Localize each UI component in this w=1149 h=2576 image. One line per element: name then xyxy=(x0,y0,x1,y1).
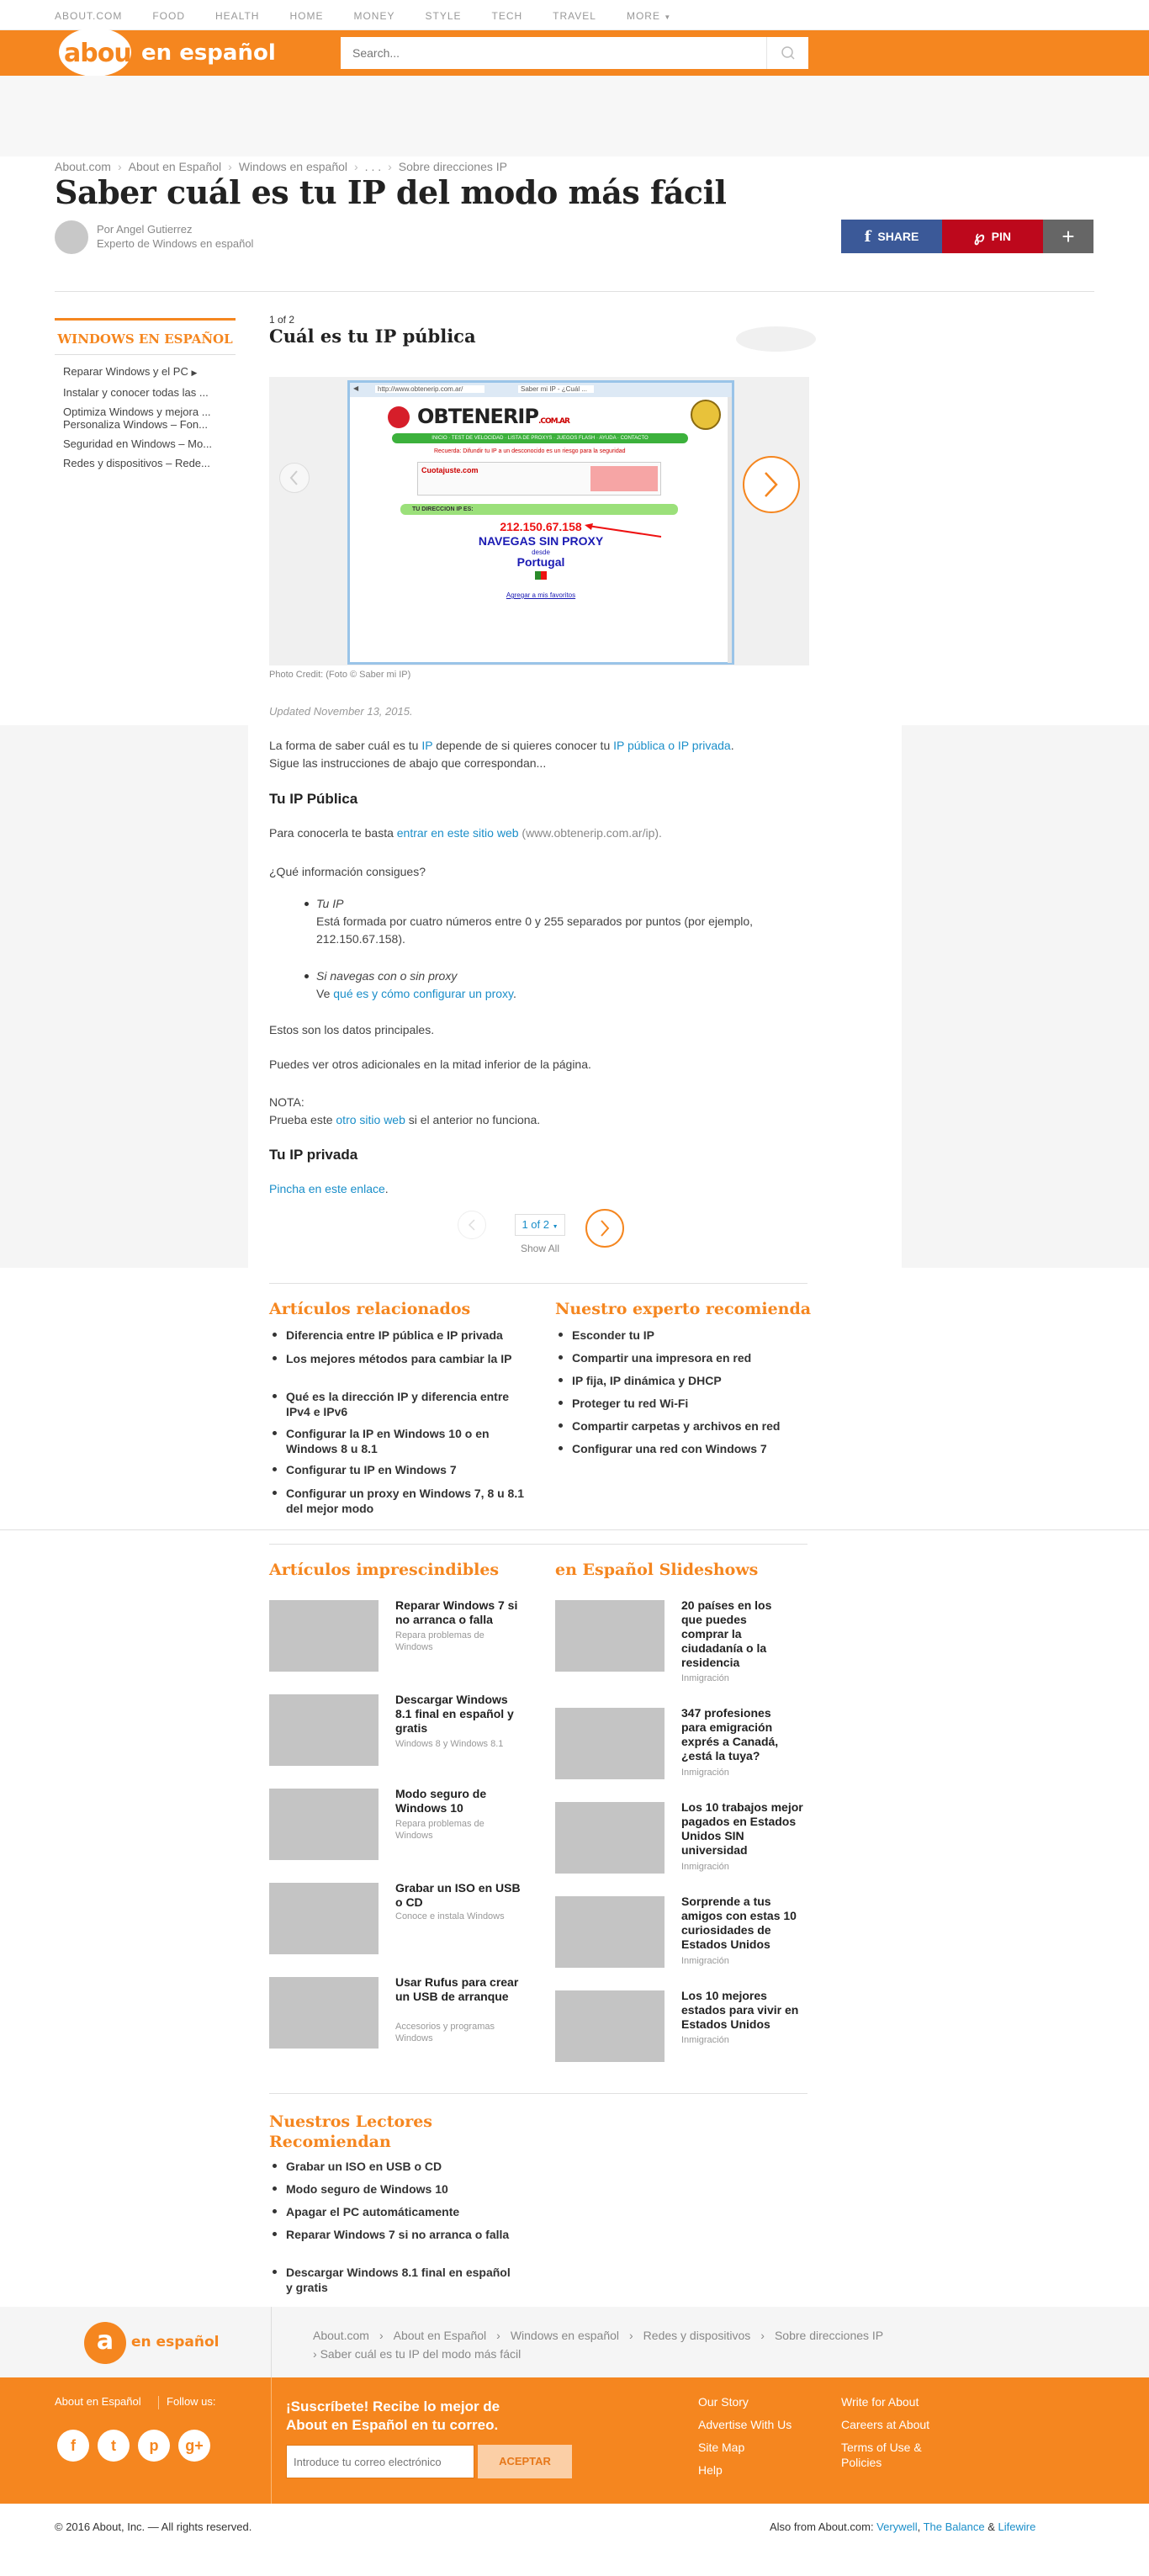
footer-breadcrumb xyxy=(313,2329,883,2342)
updated-date: Updated November 13, 2015. xyxy=(269,705,413,718)
footer-breadcrumb-current xyxy=(313,2347,521,2361)
twitter-icon[interactable]: t xyxy=(98,2430,130,2462)
breadcrumb-item[interactable]: About en Español xyxy=(393,2329,487,2342)
divider xyxy=(271,2377,272,2504)
site-brand-name: OBTENERIP xyxy=(417,405,538,428)
bullet xyxy=(304,971,315,981)
card-title[interactable]: Descargar Windows 8.1 final en español y gratis xyxy=(395,1693,514,1735)
bullet-title: Tu IP xyxy=(316,897,344,910)
main-data-text: Estos son los datos principales. xyxy=(269,1023,435,1036)
card-subtitle: Accesorios y programas Windows xyxy=(395,2022,495,2043)
card-subtitle: Windows 8 y Windows 8.1 xyxy=(395,1739,504,1749)
private-ip-link[interactable]: Pincha en este enlace xyxy=(269,1182,385,1195)
related-item[interactable]: Los mejores métodos para cambiar la IP xyxy=(286,1351,530,1366)
note-paragraph xyxy=(269,1094,807,1129)
chevron-right-icon: › xyxy=(760,2329,765,2342)
site-brand xyxy=(417,405,569,428)
photo-credit: Photo Credit: (Foto © Saber mi IP) xyxy=(269,670,411,680)
balance-link[interactable]: The Balance xyxy=(923,2520,985,2533)
sidebar-item-label: Reparar Windows y el PC xyxy=(63,365,188,378)
card-title[interactable]: 20 países en los que puedes comprar la ciudadanía o la residencia xyxy=(681,1598,772,1669)
related-item[interactable]: Diferencia entre IP pública e IP privada xyxy=(286,1328,538,1343)
sidebar-item-instalar[interactable]: Instalar y conocer todas las ... xyxy=(63,386,209,399)
site-proxy-status: NAVEGAS SIN PROXY xyxy=(478,534,604,548)
card-title[interactable]: 347 profesiones para emigración exprés a Canadá, ¿está la tuya? xyxy=(681,1706,779,1762)
ip-link[interactable]: IP xyxy=(421,739,433,752)
accept-button[interactable]: ACEPTAR xyxy=(478,2445,572,2478)
site-ip-value: 212.150.67.158 xyxy=(500,520,582,533)
decorative-blob xyxy=(736,326,816,352)
related-item[interactable]: Configurar tu IP en Windows 7 xyxy=(286,1462,530,1477)
site-ad-label: Cuotajuste.com xyxy=(421,466,479,474)
click-paragraph xyxy=(269,1180,807,1198)
card-title[interactable]: Los 10 mejores estados para vivir en Estados Unidos xyxy=(681,1989,799,2031)
know-text: Para conocerla te basta xyxy=(269,826,397,840)
thumbnail[interactable] xyxy=(269,1694,379,1766)
expert-item[interactable]: Proteger tu red Wi-Fi xyxy=(572,1396,816,1411)
sidebar-item-personaliza[interactable]: Personaliza Windows – Fon... xyxy=(63,418,208,431)
card-subtitle: Conoce e instala Windows xyxy=(395,1911,505,1921)
scrollbar xyxy=(728,397,732,663)
author-role: Experto de Windows en español xyxy=(97,237,254,250)
pager-next-button[interactable] xyxy=(585,1209,624,1248)
google-plus-icon[interactable]: g+ xyxy=(178,2430,210,2462)
also-from xyxy=(770,2520,1035,2533)
site-note: Recuerda: Difundir tu IP a un desconocido es un riesgo para la seguridad xyxy=(434,448,626,454)
band-right xyxy=(902,725,1149,1268)
chevron-right-icon: › xyxy=(388,160,392,173)
expert-item[interactable]: Esconder tu IP xyxy=(572,1328,816,1343)
page-title: Saber cuál es tu IP del modo más fácil xyxy=(55,173,727,211)
subscribe-heading xyxy=(286,2398,500,2435)
expert-item[interactable]: Compartir carpetas y archivos en red xyxy=(572,1418,816,1434)
section-heading-private: Tu IP privada xyxy=(269,1147,358,1163)
band-left xyxy=(0,725,248,1268)
card-subtitle: Repara problemas de Windows xyxy=(395,1630,484,1652)
related-title: Artículos relacionados xyxy=(269,1300,471,1318)
footer-link[interactable]: Careers at About xyxy=(841,2418,930,2431)
intro-text: depende de si quieres conocer tu xyxy=(432,739,614,752)
site-favorites-link: Agregar a mis favoritos xyxy=(506,591,576,599)
question-text: ¿Qué información consigues? xyxy=(269,865,426,878)
divider xyxy=(269,2093,807,2094)
verywell-link[interactable]: Verywell xyxy=(876,2520,918,2533)
intro-text: Sigue las instrucciones de abajo que correspondan... xyxy=(269,756,547,770)
facebook-share-button[interactable] xyxy=(841,220,942,253)
sidebar-heading[interactable]: WINDOWS EN ESPAÑOL xyxy=(55,321,236,355)
card-subtitle: Inmigración xyxy=(681,1862,729,1872)
pager xyxy=(454,1209,631,1255)
pinterest-icon: ℘ xyxy=(974,227,985,246)
expert-title: Nuestro experto recomienda xyxy=(555,1300,812,1318)
know-url: (www.obtenerip.com.ar/ip). xyxy=(518,826,662,840)
breadcrumb-item[interactable]: Windows en español xyxy=(238,160,347,173)
chevron-left-icon xyxy=(289,469,300,486)
readers-item[interactable]: Modo seguro de Windows 10 xyxy=(286,2181,530,2197)
sep: & xyxy=(984,2520,998,2533)
lifewire-link[interactable]: Lifewire xyxy=(998,2520,1036,2533)
divider xyxy=(269,1283,807,1284)
smiley-icon xyxy=(691,400,721,430)
divider xyxy=(55,291,1094,292)
more-share-button[interactable] xyxy=(1043,220,1093,253)
related-item[interactable]: Qué es la dirección IP y diferencia entre IPv4 e IPv6 xyxy=(286,1389,513,1419)
divider xyxy=(158,2396,159,2409)
card-title[interactable]: Modo seguro de Windows 10 xyxy=(395,1787,487,1815)
footer-main xyxy=(0,2377,1149,2504)
note-text: si el anterior no funciona. xyxy=(405,1113,541,1126)
breadcrumb-item[interactable]: Sobre direcciones IP xyxy=(774,2329,884,2342)
bullet-proxy xyxy=(316,967,821,1003)
copyright: © 2016 About, Inc. — All rights reserved. xyxy=(55,2520,252,2533)
site-menu: INICIO · TEST DE VELOCIDAD · LISTA DE PROXYS · JUEGOS FLASH · AYUDA · CONTACTO xyxy=(392,433,688,443)
related-item[interactable]: Configurar un proxy en Windows 7, 8 u 8.1 del mejor modo xyxy=(286,1486,530,1516)
thumbnail[interactable] xyxy=(555,1600,665,1672)
pager-select[interactable] xyxy=(515,1214,565,1236)
search-button[interactable] xyxy=(766,37,808,69)
thumbnail[interactable] xyxy=(555,1708,665,1779)
expert-item[interactable]: Compartir una impresora en red xyxy=(572,1350,816,1365)
thumbnail[interactable] xyxy=(269,1600,379,1672)
avatar[interactable] xyxy=(55,220,88,254)
share-label: SHARE xyxy=(877,230,919,243)
breadcrumb-item[interactable]: Windows en español xyxy=(510,2329,619,2342)
thumbnail[interactable] xyxy=(555,1802,665,1874)
footer-link-terms[interactable] xyxy=(841,2440,922,2470)
readers-item[interactable]: Descargar Windows 8.1 final en español y gratis xyxy=(286,2265,513,2295)
chevron-right-icon: › xyxy=(354,160,358,173)
click-dot: . xyxy=(384,1182,389,1195)
card-title[interactable]: Los 10 trabajos mejor pagados en Estados Unidos SIN universidad xyxy=(681,1800,803,1857)
sidebar-item-reparar[interactable] xyxy=(55,362,236,383)
breadcrumb-ellipsis[interactable]: . . . xyxy=(364,160,382,173)
plus-icon: + xyxy=(1062,223,1075,249)
prev-slide-button[interactable] xyxy=(279,463,310,493)
browser-tab: Saber mi IP - ¿Cuál ... xyxy=(518,385,594,393)
readers-item[interactable]: Reparar Windows 7 si no arranca o falla xyxy=(286,2227,513,2242)
search-icon xyxy=(767,37,809,69)
chevron-right-icon xyxy=(762,470,781,499)
slide-counter: 1 of 2 xyxy=(269,314,295,326)
share-bar xyxy=(841,220,1093,253)
search-input[interactable] xyxy=(341,37,761,69)
footer-legal xyxy=(0,2504,1149,2576)
site-ad-promo xyxy=(590,466,658,491)
nav-more[interactable] xyxy=(627,10,671,22)
chevron-left-icon xyxy=(467,1218,477,1232)
next-slide-button[interactable] xyxy=(743,456,800,513)
other-site-link[interactable]: otro sitio web xyxy=(336,1113,405,1126)
portugal-flag-icon xyxy=(535,571,547,580)
note-text: Prueba este xyxy=(269,1113,336,1126)
logo-en-espanol[interactable]: en español xyxy=(141,40,276,66)
more-data-text: Puedes ver otros adicionales en la mitad inferior de la página. xyxy=(269,1057,591,1071)
subscribe-line2: About en Español en tu correo. xyxy=(286,2417,499,2433)
follow-label: Follow us: xyxy=(167,2395,216,2408)
obtenerip-link[interactable]: entrar en este sitio web xyxy=(396,826,519,840)
intro-text: . xyxy=(730,739,734,752)
breadcrumb xyxy=(55,160,507,173)
thumbnail[interactable] xyxy=(269,1977,379,2049)
top-nav xyxy=(0,0,1149,30)
card-title[interactable]: Grabar un ISO en USB o CD xyxy=(395,1881,521,1909)
pinterest-icon[interactable]: p xyxy=(138,2430,170,2462)
essentials-title: Artículos imprescindibles xyxy=(269,1561,500,1579)
footer-link[interactable]: Advertise With Us xyxy=(698,2418,792,2431)
caret-down-icon: ▼ xyxy=(664,13,672,21)
chevron-right-icon: › xyxy=(228,160,232,173)
footer-logo-a[interactable]: a xyxy=(84,2322,126,2364)
bullet-text: . xyxy=(513,987,516,1000)
also-from-label: Also from About.com: xyxy=(770,2520,877,2533)
footer-link[interactable]: Our Story xyxy=(698,2395,749,2409)
site-ad-banner xyxy=(417,462,661,496)
divider xyxy=(0,1529,1149,1530)
card-subtitle: Repara problemas de Windows xyxy=(395,1819,484,1841)
search-box xyxy=(341,37,808,69)
bullet-title: Si navegas con o sin proxy xyxy=(316,969,458,983)
readers-item[interactable]: Grabar un ISO en USB o CD xyxy=(286,2159,530,2174)
chevron-right-icon: › xyxy=(629,2329,633,2342)
thumbnail[interactable] xyxy=(555,1990,665,2062)
back-icon: ◀ xyxy=(353,384,359,392)
footer-logo-text[interactable]: en español xyxy=(131,2334,220,2351)
readers-item[interactable]: Apagar el PC automáticamente xyxy=(286,2204,530,2219)
footer-link[interactable]: Write for About xyxy=(841,2395,919,2409)
chevron-right-icon: › xyxy=(117,160,122,173)
nav-travel[interactable]: TRAVEL xyxy=(553,10,596,22)
nav-health[interactable]: HEALTH xyxy=(215,10,260,22)
card-subtitle: Inmigración xyxy=(681,1673,729,1683)
breadcrumb-item[interactable]: About en Español xyxy=(128,160,222,173)
card-subtitle: Inmigración xyxy=(681,1768,729,1778)
nav-tech[interactable]: TECH xyxy=(491,10,523,22)
thumbnail[interactable] xyxy=(555,1896,665,1968)
bullet-text: 212.150.67.158). xyxy=(316,932,405,946)
know-paragraph xyxy=(269,824,807,842)
card-subtitle: Inmigración xyxy=(681,1956,729,1966)
nav-home[interactable]: HOME xyxy=(289,10,324,22)
nav-about[interactable]: ABOUT.COM xyxy=(55,10,123,22)
breadcrumb-current: Saber cuál es tu IP del modo más fácil xyxy=(320,2347,522,2361)
ip-label-bar: TU DIRECCION IP ES: xyxy=(400,504,678,515)
nav-money[interactable]: MONEY xyxy=(353,10,395,22)
chevron-right-icon: › xyxy=(379,2329,384,2342)
expert-item[interactable]: Configurar una red con Windows 7 xyxy=(572,1441,816,1456)
nav-food[interactable]: FOOD xyxy=(152,10,186,22)
author-name[interactable]: Por Angel Gutierrez xyxy=(97,223,193,236)
ip-public-private-link[interactable]: IP pública o IP privada xyxy=(613,739,731,752)
show-all-link[interactable]: Show All xyxy=(520,1243,560,1254)
chevron-right-icon: › xyxy=(496,2329,500,2342)
subscribe-line1: ¡Suscríbete! Recibe lo mejor de xyxy=(286,2398,500,2414)
thumbnail[interactable] xyxy=(269,1789,379,1860)
note-label: NOTA: xyxy=(269,1095,304,1109)
breadcrumb-item[interactable]: About.com xyxy=(313,2329,369,2342)
section-heading-public: Tu IP Pública xyxy=(269,791,358,807)
footer-about-link[interactable]: About en Español xyxy=(55,2395,141,2408)
card-subtitle: Inmigración xyxy=(681,2035,729,2045)
breadcrumb-item[interactable]: About.com xyxy=(55,160,111,173)
pager-prev-button[interactable] xyxy=(458,1211,486,1239)
related-item[interactable]: Configurar la IP en Windows 10 o en Windows 8 u 8.1 xyxy=(286,1426,522,1456)
pinterest-button[interactable] xyxy=(942,220,1043,253)
site-from: desde xyxy=(532,549,550,556)
browser-bar xyxy=(350,383,732,397)
caret-right-icon: ▶ xyxy=(191,368,198,377)
card-title[interactable]: Reparar Windows 7 si no arranca o falla xyxy=(395,1598,518,1626)
breadcrumb-item[interactable]: Redes y dispositivos xyxy=(643,2329,751,2342)
facebook-icon: f xyxy=(864,227,871,246)
card-title[interactable]: Sorprende a tus amigos con estas 10 curiosidades de Estados Unidos xyxy=(681,1895,797,1951)
footer-link[interactable]: Help xyxy=(698,2463,723,2477)
footer-link[interactable]: Site Map xyxy=(698,2441,745,2454)
pager-label: 1 of 2 xyxy=(522,1218,549,1231)
bullet-text: Está formada por cuatro números entre 0 y 255 separados por puntos (por ejemplo, xyxy=(316,914,754,928)
sidebar-item-optimiza[interactable]: Optimiza Windows y mejora ... xyxy=(63,405,211,418)
chevron-right-icon xyxy=(599,1219,611,1238)
divider xyxy=(269,1544,807,1545)
sidebar-item-redes[interactable]: Redes y dispositivos – Rede... xyxy=(63,457,210,469)
nav-style[interactable]: STYLE xyxy=(425,10,462,22)
intro-text: La forma de saber cuál es tu xyxy=(269,739,422,752)
card-title[interactable]: Usar Rufus para crear un USB de arranque xyxy=(395,1975,519,2003)
footer-breadcrumb-bar xyxy=(0,2307,1149,2377)
expert-item[interactable]: IP fija, IP dinámica y DHCP xyxy=(572,1373,816,1388)
intro-paragraph xyxy=(269,737,807,772)
flower-icon xyxy=(388,406,410,428)
site-country: Portugal xyxy=(516,555,565,569)
bullet-ip xyxy=(316,895,821,948)
slide-title: Cuál es tu IP pública xyxy=(269,326,476,347)
sidebar-item-seguridad[interactable]: Seguridad en Windows – Mo... xyxy=(63,437,213,450)
readers-title: Nuestros Lectores Recomiendan xyxy=(269,2112,432,2151)
proxy-link[interactable]: qué es y cómo configurar un proxy xyxy=(333,987,513,1000)
footer-link-text: Terms of Use & xyxy=(841,2441,922,2454)
bullet-text: Ve xyxy=(316,987,334,1000)
divider xyxy=(271,2307,272,2377)
sidebar xyxy=(55,318,236,473)
site-header xyxy=(0,30,1149,76)
browser-url: http://www.obtenerip.com.ar/ xyxy=(375,385,484,393)
chevron-right-icon: › xyxy=(313,2347,317,2361)
thumbnail[interactable] xyxy=(269,1883,379,1954)
facebook-icon[interactable]: f xyxy=(57,2430,89,2462)
caret-down-icon: ▼ xyxy=(552,1224,559,1230)
pin-label: PIN xyxy=(991,230,1011,243)
slideshows-title: en Español Slideshows xyxy=(555,1561,759,1579)
email-field[interactable] xyxy=(286,2445,474,2478)
logo-about[interactable]: about xyxy=(64,39,143,68)
breadcrumb-item[interactable]: Sobre direcciones IP xyxy=(398,160,507,173)
slide-screenshot[interactable] xyxy=(347,380,734,665)
ad-banner-area xyxy=(0,76,1149,156)
nav-more-label: MORE xyxy=(626,10,660,22)
sep: , xyxy=(917,2520,924,2533)
site-brand-tld: .COM.AR xyxy=(537,417,569,426)
footer-link-text: Policies xyxy=(841,2456,882,2469)
bullet xyxy=(304,898,315,909)
